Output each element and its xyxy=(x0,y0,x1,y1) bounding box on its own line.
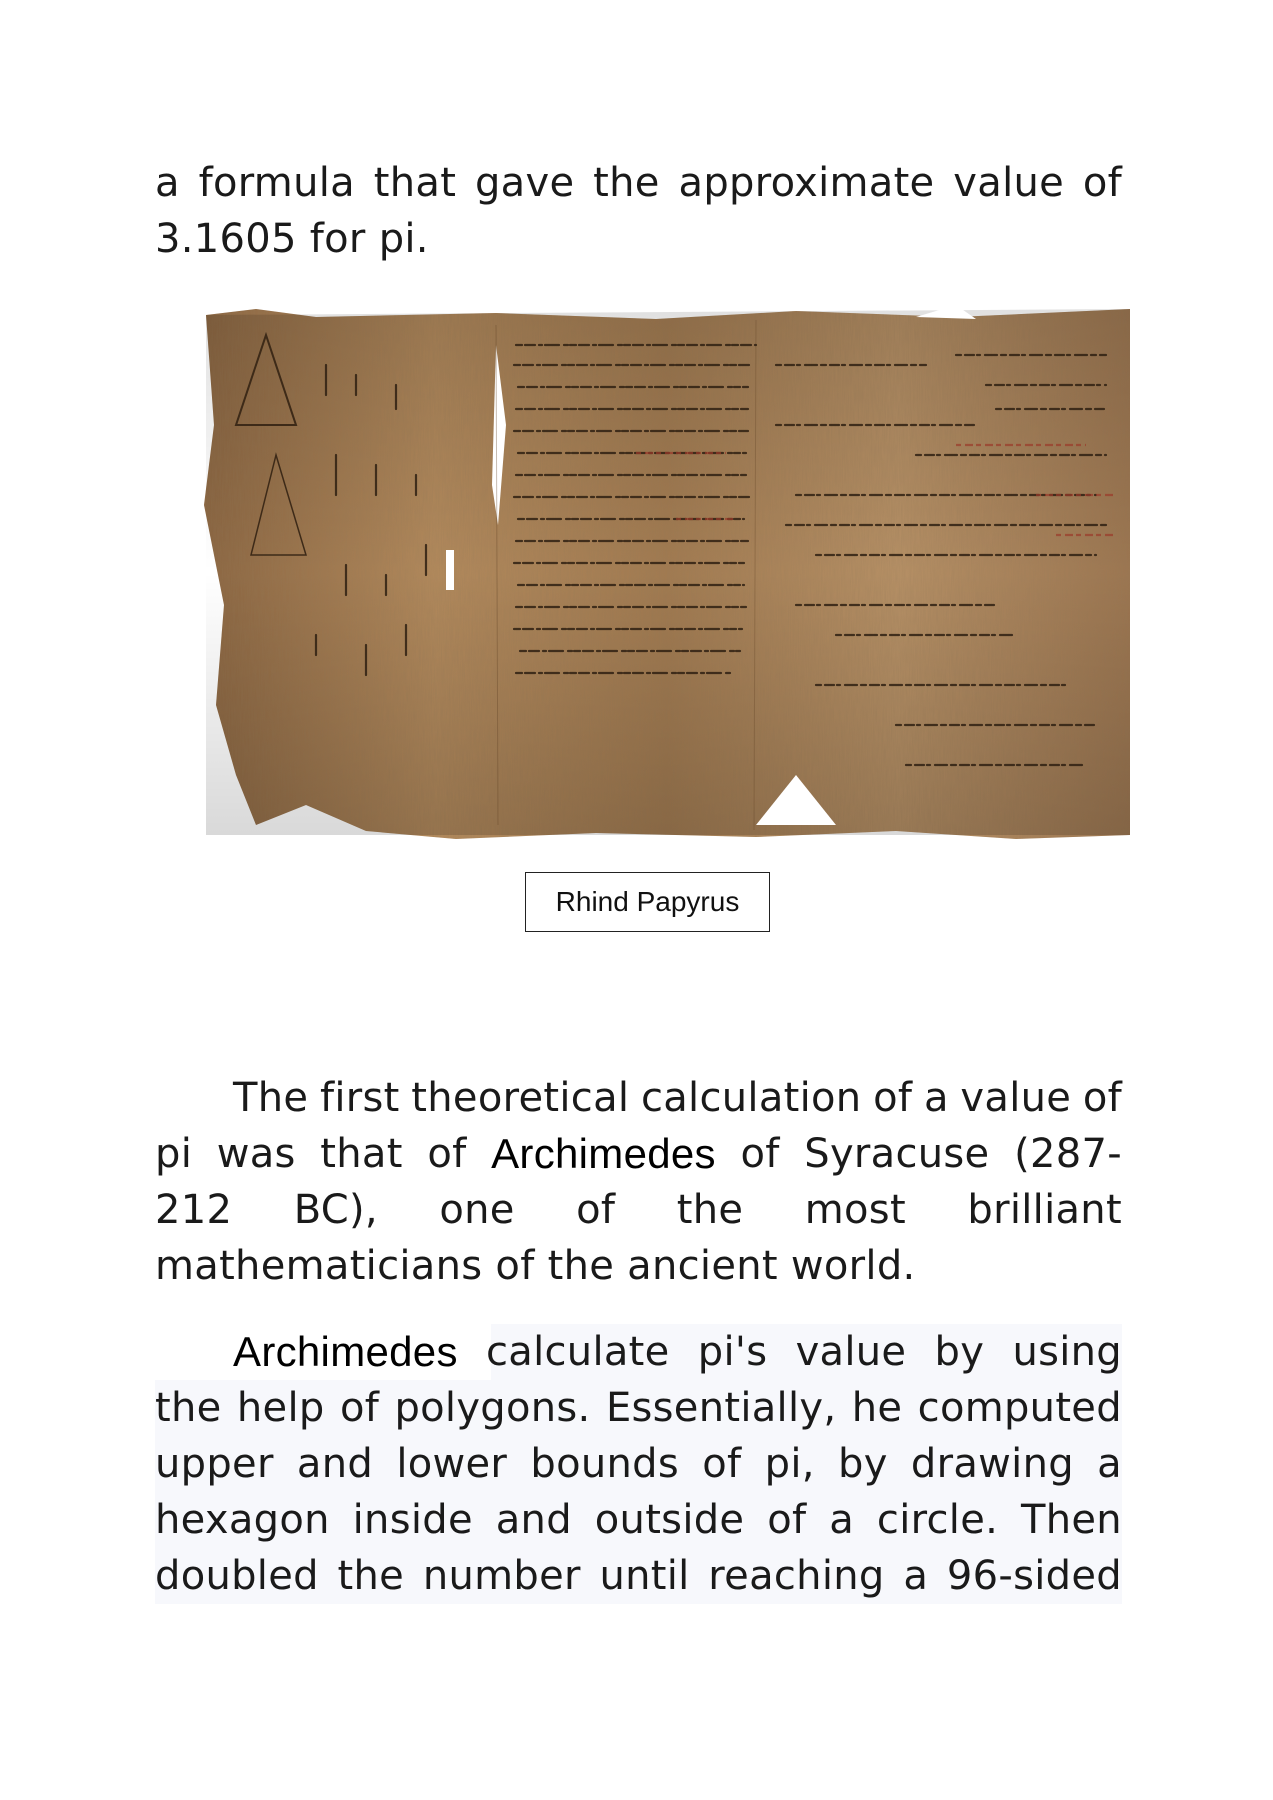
word: a xyxy=(1097,1441,1122,1487)
word: was xyxy=(216,1131,296,1177)
word: formula xyxy=(198,160,355,206)
word: 212 xyxy=(155,1187,233,1233)
word: Syracuse xyxy=(804,1131,990,1177)
word: one xyxy=(439,1187,515,1233)
word: by xyxy=(838,1441,888,1487)
word: 96-sided xyxy=(946,1553,1122,1599)
word: value xyxy=(953,160,1065,206)
word: the xyxy=(593,160,660,206)
word: help xyxy=(236,1385,325,1431)
word: of xyxy=(1082,160,1122,206)
text-line xyxy=(155,1492,1122,1548)
word: of xyxy=(339,1385,380,1431)
word: of xyxy=(740,1131,780,1177)
word: Then xyxy=(1021,1497,1122,1543)
word: (287- xyxy=(1014,1131,1122,1177)
word: until xyxy=(599,1553,690,1599)
word: that xyxy=(320,1131,403,1177)
word: of xyxy=(427,1131,467,1177)
paragraph-archimedes-intro xyxy=(155,1070,1122,1294)
word: he xyxy=(851,1385,903,1431)
word: The xyxy=(233,1075,309,1121)
word: by xyxy=(934,1329,985,1375)
text-line xyxy=(155,1182,1122,1238)
word: value xyxy=(960,1075,1072,1121)
word: the xyxy=(155,1385,222,1431)
text-line xyxy=(155,1126,1122,1182)
word: doubled xyxy=(155,1553,319,1599)
word: circle. xyxy=(876,1497,999,1543)
word: mathematicians of the ancient world. xyxy=(155,1243,916,1289)
word: of xyxy=(873,1075,913,1121)
word: that xyxy=(373,160,457,206)
word: 3.1605 for pi. xyxy=(155,216,429,262)
word: pi, xyxy=(764,1441,815,1487)
archimedes-name: Archimedes xyxy=(491,1130,716,1177)
word: computed xyxy=(917,1385,1122,1431)
word: outside xyxy=(594,1497,745,1543)
text-line xyxy=(155,1548,1122,1604)
paragraph-polygon-method xyxy=(155,1324,1122,1604)
word: first xyxy=(319,1075,400,1121)
text-line xyxy=(155,1238,1122,1294)
word: the xyxy=(337,1553,405,1599)
word: approximate xyxy=(678,160,935,206)
word: calculate xyxy=(485,1329,670,1375)
word: brilliant xyxy=(967,1187,1122,1233)
word: reaching xyxy=(708,1553,885,1599)
word: of xyxy=(1082,1075,1122,1121)
word: drawing xyxy=(910,1441,1074,1487)
word: of xyxy=(576,1187,616,1233)
text-line xyxy=(155,1380,1122,1436)
word: a xyxy=(829,1497,855,1543)
word: inside xyxy=(352,1497,473,1543)
word: the xyxy=(676,1187,744,1233)
word: bounds xyxy=(530,1441,680,1487)
text-line xyxy=(155,155,1122,211)
word: and xyxy=(495,1497,572,1543)
archimedes-name: Archimedes xyxy=(233,1328,458,1375)
word: a xyxy=(923,1075,949,1121)
word: upper xyxy=(155,1441,274,1487)
word: most xyxy=(804,1187,906,1233)
text-line xyxy=(155,211,1122,267)
word: a xyxy=(903,1553,929,1599)
text-line xyxy=(155,1436,1122,1492)
word: value xyxy=(795,1329,907,1375)
word: and xyxy=(296,1441,374,1487)
figure-caption: Rhind Papyrus xyxy=(525,872,770,932)
text-line xyxy=(155,1324,1122,1380)
paragraph-intro xyxy=(155,155,1122,267)
word: of xyxy=(767,1497,807,1543)
word: BC), xyxy=(293,1187,378,1233)
word: Essentially, xyxy=(605,1385,837,1431)
word: pi xyxy=(155,1131,193,1177)
word: hexagon xyxy=(155,1497,330,1543)
word: of xyxy=(702,1441,742,1487)
word: pi's xyxy=(697,1329,768,1375)
word: theoretical xyxy=(411,1075,630,1121)
rhind-papyrus-image xyxy=(196,305,1130,855)
word: calculation xyxy=(640,1075,862,1121)
word: a xyxy=(155,160,180,206)
word: using xyxy=(1012,1329,1122,1375)
word: polygons. xyxy=(394,1385,591,1431)
word: number xyxy=(422,1553,581,1599)
word: gave xyxy=(474,160,575,206)
word: lower xyxy=(396,1441,508,1487)
text-line xyxy=(155,1070,1122,1126)
